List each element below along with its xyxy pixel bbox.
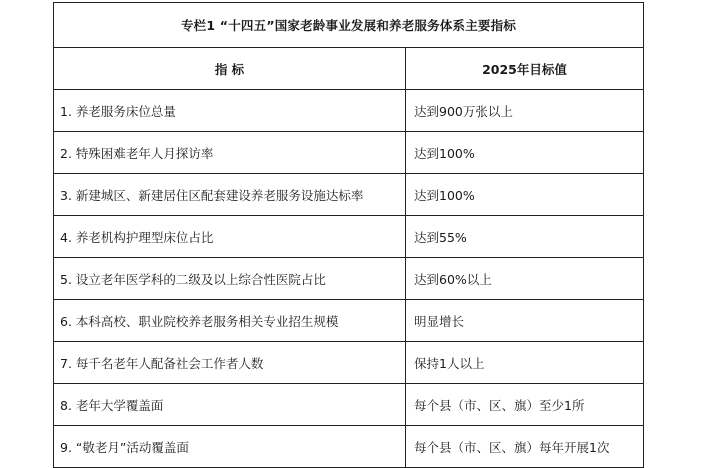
table-row <box>54 132 644 174</box>
indicator-cell: 7. 每千名老年人配备社会工作者人数 <box>54 342 406 384</box>
target-cell: 明显增长 <box>406 300 644 342</box>
table-row <box>54 300 644 342</box>
table-row <box>54 384 644 426</box>
table-row <box>54 342 644 384</box>
header-target: 2025年目标值 <box>406 48 644 90</box>
target-cell: 达到55% <box>406 216 644 258</box>
indicator-cell: 2. 特殊困难老年人月探访率 <box>54 132 406 174</box>
target-cell: 每个县（市、区、旗）至少1所 <box>406 384 644 426</box>
header-indicator: 指 标 <box>54 48 406 90</box>
table-row <box>54 216 644 258</box>
indicator-cell: 8. 老年大学覆盖面 <box>54 384 406 426</box>
table-row <box>54 258 644 300</box>
indicator-cell: 9. “敬老月”活动覆盖面 <box>54 426 406 468</box>
indicator-cell: 5. 设立老年医学科的二级及以上综合性医院占比 <box>54 258 406 300</box>
indicator-cell: 3. 新建城区、新建居住区配套建设养老服务设施达标率 <box>54 174 406 216</box>
table-row <box>54 174 644 216</box>
indicator-cell: 6. 本科高校、职业院校养老服务相关专业招生规模 <box>54 300 406 342</box>
table-row <box>54 426 644 468</box>
target-cell: 达到60%以上 <box>406 258 644 300</box>
table-row <box>54 90 644 132</box>
table-header-row <box>54 48 644 90</box>
table-caption-row <box>54 3 644 48</box>
target-cell: 达到100% <box>406 132 644 174</box>
indicator-cell: 4. 养老机构护理型床位占比 <box>54 216 406 258</box>
target-cell: 达到900万张以上 <box>406 90 644 132</box>
target-cell: 每个县（市、区、旗）每年开展1次 <box>406 426 644 468</box>
indicator-table-container <box>53 2 643 468</box>
indicator-table <box>53 2 644 468</box>
table-caption: 专栏1 “十四五”国家老龄事业发展和养老服务体系主要指标 <box>54 3 644 48</box>
target-cell: 达到100% <box>406 174 644 216</box>
target-cell: 保持1人以上 <box>406 342 644 384</box>
indicator-cell: 1. 养老服务床位总量 <box>54 90 406 132</box>
